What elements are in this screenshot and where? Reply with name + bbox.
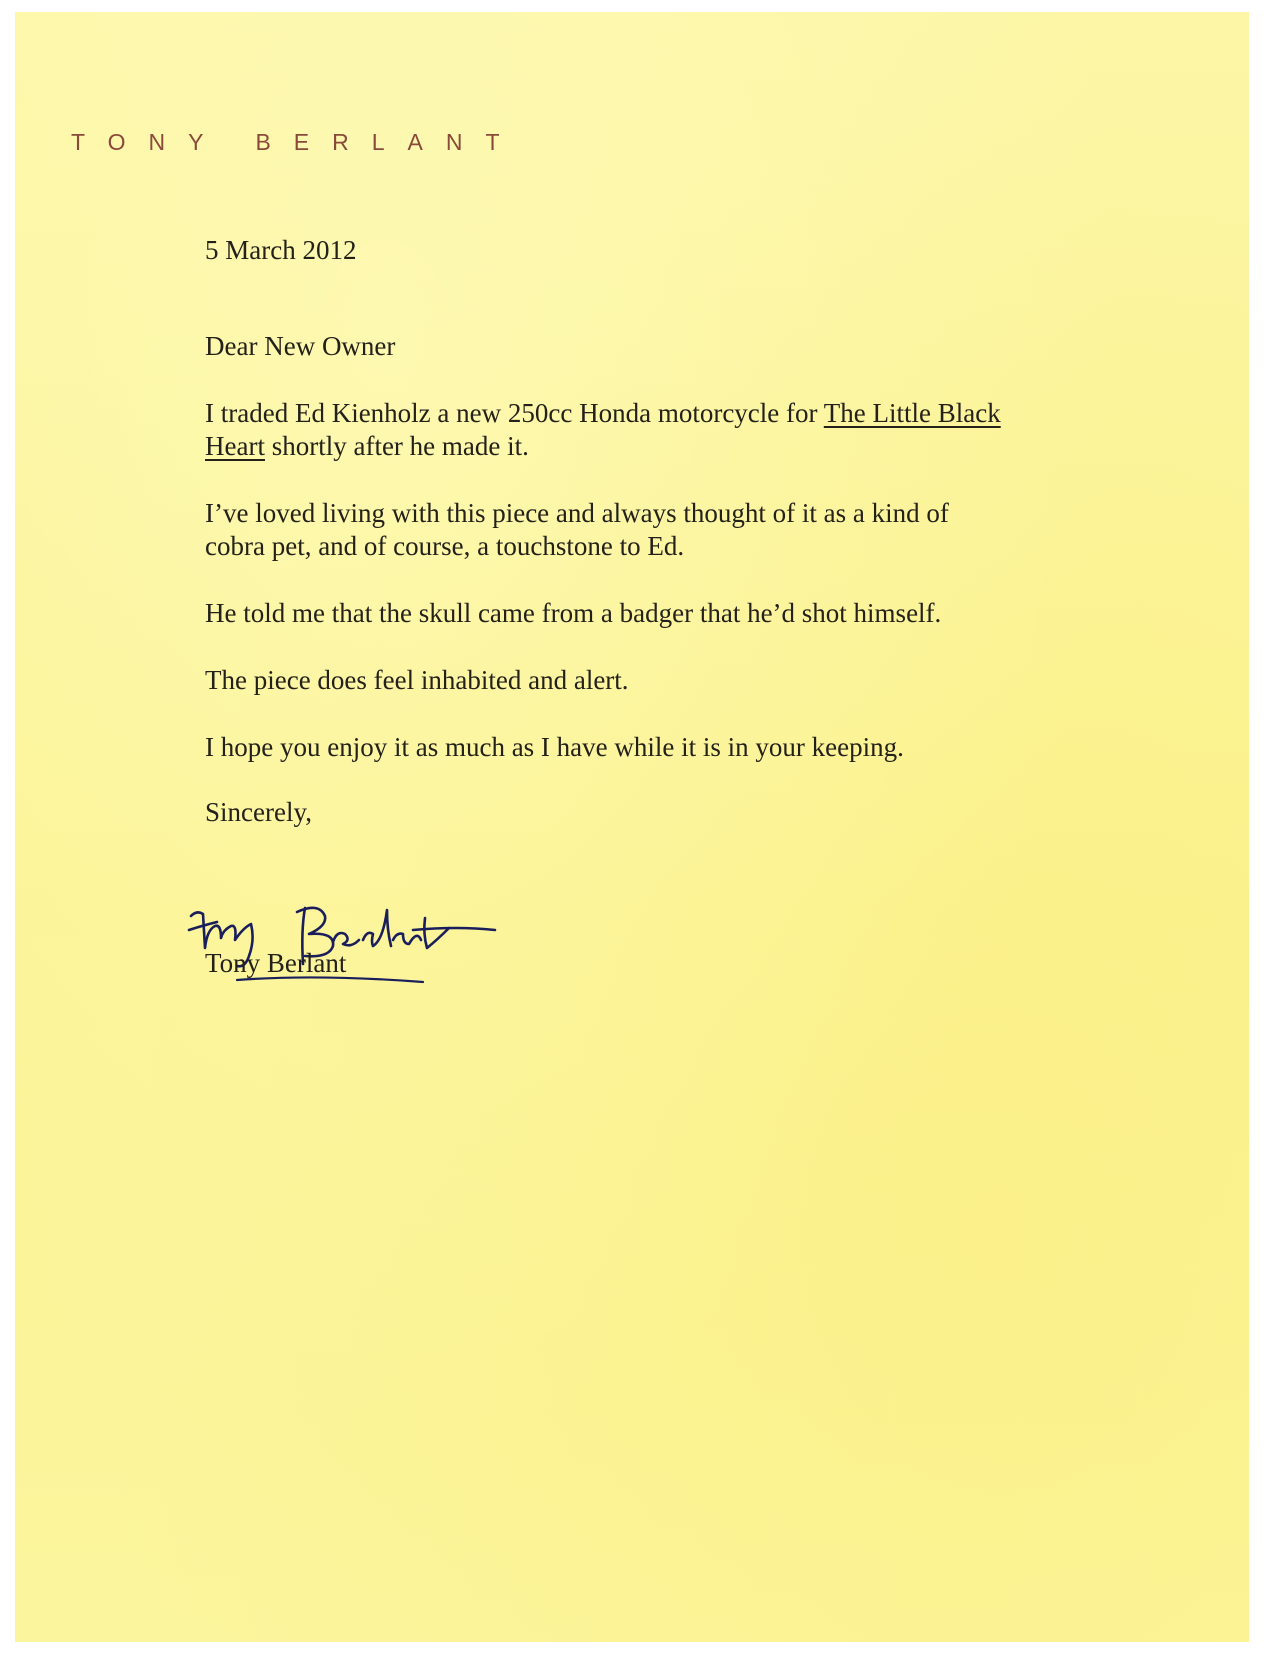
paragraph-2-line-1: I’ve loved living with this piece and always thought of it as a kind of — [205, 498, 949, 528]
salutation: Dear New Owner — [205, 331, 396, 361]
paragraph-4: The piece does feel inhabited and alert. — [205, 665, 629, 695]
signer-name: Tony Berlant — [205, 948, 347, 978]
paragraph-2-line-2: cobra pet, and of course, a touchstone to Ed. — [205, 531, 685, 561]
paragraph-1-text: I traded Ed Kienholz a new 250cc Honda motorcycle for — [205, 398, 824, 428]
paragraph-3: He told me that the skull came from a badger that he’d shot himself. — [205, 598, 942, 628]
letter-date: 5 March 2012 — [205, 235, 357, 265]
paragraph-1-text-end: shortly after he made it. — [264, 431, 529, 461]
artwork-title-part-1: The Little Black — [823, 398, 1001, 428]
artwork-title-part-2: Heart — [205, 431, 265, 461]
letter-page — [15, 12, 1249, 1642]
paragraph-1-line-2 — [205, 430, 529, 463]
closing: Sincerely, — [205, 797, 312, 827]
letterhead: TONY BERLANT — [71, 129, 523, 155]
paragraph-1-line-1 — [205, 397, 1001, 430]
paragraph-5: I hope you enjoy it as much as I have while it is in your keeping. — [205, 732, 904, 762]
